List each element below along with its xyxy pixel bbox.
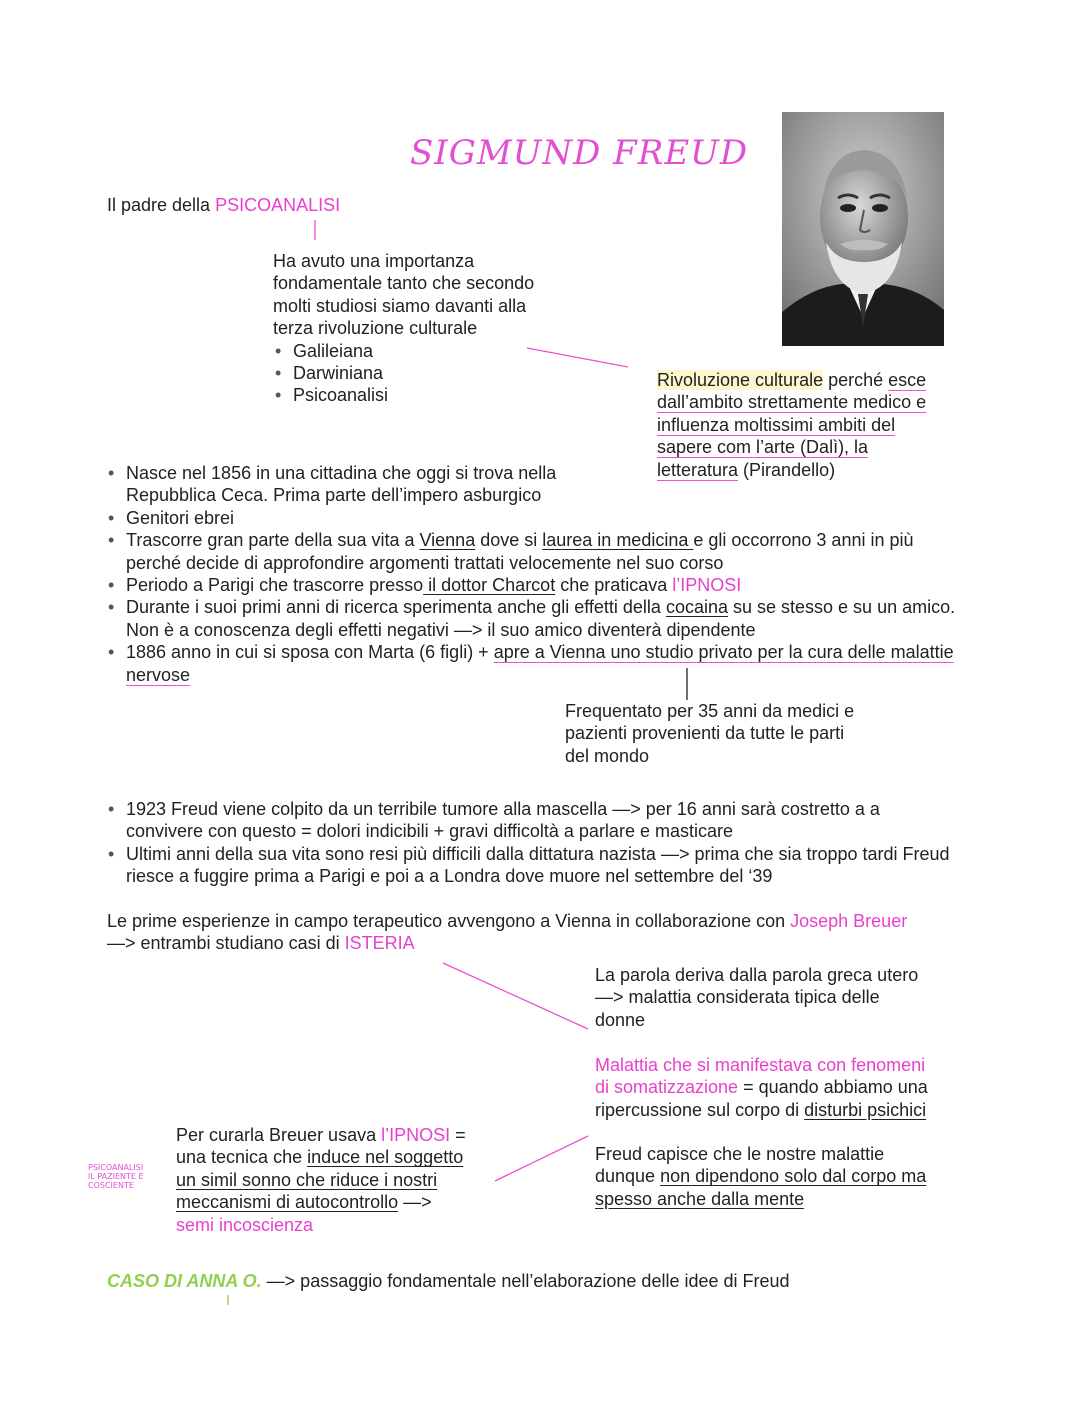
bio-text: dove si: [475, 530, 543, 551]
ipnosi-term: l’IPNOSI: [672, 575, 742, 596]
list-item: • Darwiniana: [273, 362, 573, 384]
isteria-term: ISTERIA: [344, 933, 415, 954]
list-item: • 1923 Freud viene colpito da un terribile tumore alla mascella —> per 16 anni sarà costretto a a convivere con questo = dolori indicibili + gravi difficoltà a parlare e masticare: [106, 798, 956, 843]
note-line: COSCIENTE: [88, 1181, 134, 1190]
anna-o-line: [107, 1270, 957, 1292]
bio-text: che praticava: [555, 575, 673, 596]
revolution-list: [273, 340, 573, 407]
list-item: [106, 641, 956, 686]
note-text: —>: [398, 1192, 432, 1213]
underlined-text: meccanismi di autocontrollo: [176, 1192, 399, 1213]
pink-text: Malattia che si manifestava con fenomeni: [595, 1055, 926, 1075]
underlined-text: sapere com l’arte (Dalì), la: [657, 437, 869, 458]
underlined-text: induce nel soggetto: [307, 1147, 464, 1168]
highlight-text: Rivoluzione culturale: [657, 370, 824, 390]
breuer-name: Joseph Breuer: [790, 911, 908, 931]
psicoanalisi-term: PSICOANALISI: [215, 195, 341, 215]
intro-line: [107, 194, 340, 216]
note-line: pazienti provenienti da tutte le parti: [565, 723, 845, 744]
bio-text: Trascorre gran parte della sua vita a: [126, 530, 420, 551]
note-line: La parola deriva dalla parola greca utero: [595, 965, 919, 985]
paragraph-text: —> passaggio fondamentale nell’elaborazione delle idee di Freud: [261, 1271, 790, 1291]
list-item: • Genitori ebrei: [106, 507, 956, 529]
note-line: donne: [595, 1009, 646, 1030]
handwritten-side-note: [88, 1163, 168, 1190]
underlined-text: il dottor Charcot: [423, 575, 556, 596]
freud-portrait: [782, 112, 944, 346]
underlined-text: dall’ambito strettamente medico e: [657, 392, 927, 413]
page-title: SIGMUND FREUD: [410, 133, 749, 173]
hypnosis-block: [176, 1124, 496, 1236]
note-text: =: [450, 1125, 466, 1145]
later-life-list: [106, 798, 956, 888]
list-item: • Ultimi anni della sua vita sono resi più difficili dalla dittatura nazista —> prima che sia troppo tardi Freud riesce a fuggire prima a Parigi e poi a a Londra dove muore nel settembre del ‘39: [106, 843, 956, 888]
pink-text: di somatizzazione: [595, 1077, 739, 1098]
paragraph-text: —> entrambi studiano casi di: [107, 933, 345, 954]
note-text: = quando abbiamo una: [738, 1077, 928, 1098]
note-text: dunque: [595, 1166, 661, 1187]
underlined-text: letteratura: [657, 459, 739, 480]
revolution-line: fondamentale tanto che secondo: [273, 273, 535, 294]
bio-text: su se stesso e su un amico. Non è a conoscenza degli effetti negativi —> il suo amico diventerà dipendente: [126, 597, 956, 640]
bio-text: e gli occorrono 3 anni in più perché decide di approfondire argomenti trattati velocemente nel suo corso: [126, 530, 914, 573]
bio-text: Periodo a Parigi che trascorre presso: [126, 575, 424, 596]
underlined-text: apre a Vienna uno studio privato per la cura delle malattie nervose: [126, 642, 954, 685]
intro-text: Il padre della: [107, 195, 216, 215]
studio-note: [565, 700, 895, 767]
mind-note: [595, 1143, 965, 1210]
list-item: [106, 529, 956, 574]
underlined-text: Vienna: [419, 530, 476, 551]
underlined-text: influenza moltissimi ambiti del: [657, 414, 896, 435]
underlined-text: spesso anche dalla mente: [595, 1188, 805, 1209]
bio-text: 1886 anno in cui si sposa con Marta (6 figli) +: [126, 642, 494, 663]
revolution-block: [273, 250, 573, 407]
list-item: • Nasce nel 1856 in una cittadina che oggi si trova nella Repubblica Ceca. Prima parte dell’impero asburgico: [106, 462, 596, 507]
ipnosi-term: l’IPNOSI: [381, 1125, 451, 1145]
note-text: (Pirandello): [738, 459, 836, 480]
breuer-paragraph: [107, 910, 957, 955]
list-item: • Galileiana: [273, 340, 573, 362]
section-heading: CASO DI ANNA O.: [107, 1271, 262, 1291]
underlined-text: un simil sonno che riduce i nostri: [176, 1169, 438, 1190]
note-line: —> malattia considerata tipica delle: [595, 987, 880, 1008]
biography-list: [106, 459, 956, 686]
list-item: • Psicoanalisi: [273, 384, 573, 406]
underlined-text: disturbi psichici: [804, 1099, 927, 1120]
note-line: IL PAZIENTE È: [88, 1172, 144, 1181]
somatization-note: [595, 1054, 965, 1121]
underlined-text: laurea in medicina: [542, 530, 694, 551]
revolution-line: molti studiosi siamo davanti alla: [273, 295, 527, 316]
note-line: del mondo: [565, 745, 650, 766]
note-line: Freud capisce che le nostre malattie: [595, 1144, 885, 1164]
isteria-definition: [595, 964, 955, 1031]
note-line: Frequentato per 35 anni da medici e: [565, 701, 855, 721]
note-line: PSICOANALISI: [88, 1163, 144, 1172]
list-item: [106, 574, 956, 596]
note-text: perché: [823, 370, 889, 390]
underlined-text: esce: [888, 370, 927, 390]
note-text: ripercussione sul corpo di: [595, 1099, 805, 1120]
list-item: [106, 596, 956, 641]
hypnosis-connector: [495, 1136, 588, 1181]
note-text: una tecnica che: [176, 1147, 308, 1168]
isteria-connector: [443, 963, 588, 1029]
paragraph-text: Le prime esperienze in campo terapeutico avvengono a Vienna in collaborazione con: [107, 911, 791, 931]
bio-text: Durante i suoi primi anni di ricerca sperimenta anche gli effetti della: [126, 597, 666, 618]
revolution-line: Ha avuto una importanza: [273, 251, 475, 271]
revolution-line: terza rivoluzione culturale: [273, 318, 478, 339]
pink-text: semi incoscienza: [176, 1214, 314, 1235]
underlined-text: non dipendono solo dal corpo ma: [660, 1166, 927, 1187]
note-text: Per curarla Breuer usava: [176, 1125, 382, 1145]
underlined-text: cocaina: [665, 597, 728, 618]
